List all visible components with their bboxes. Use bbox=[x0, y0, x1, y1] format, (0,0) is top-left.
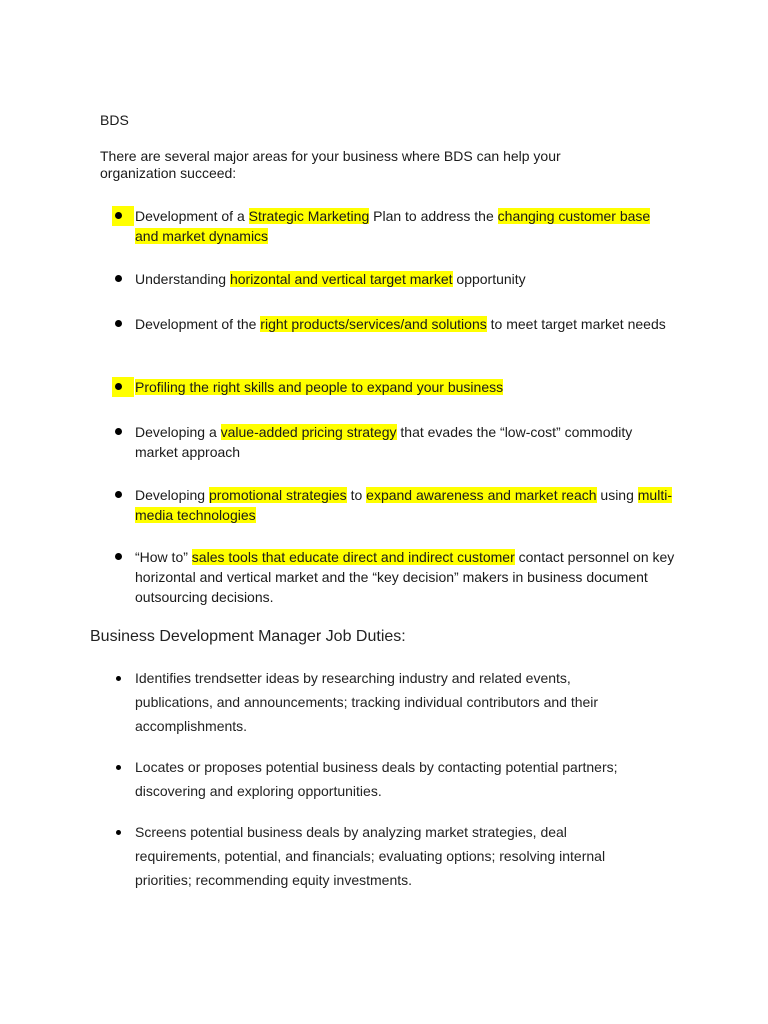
bds-bullet-text bbox=[135, 485, 675, 525]
text-segment: contact personnel on key horizontal and vertical market and the “key decision” makers in business document outsourcing decisions. bbox=[135, 549, 675, 605]
highlighted-segment: expand awareness and market reach bbox=[366, 487, 597, 503]
bullet-dot-icon bbox=[112, 314, 134, 334]
highlighted-segment: Strategic Marketing bbox=[248, 208, 370, 224]
text-segment: opportunity bbox=[452, 271, 526, 287]
text-segment: Development of a bbox=[135, 208, 249, 224]
bullet-dot-icon bbox=[116, 830, 121, 835]
bullet-dot-icon bbox=[112, 206, 134, 226]
highlighted-segment: right products/services/and solutions bbox=[260, 316, 487, 332]
bds-bullet-text bbox=[135, 422, 675, 462]
text-segment: to meet target market needs bbox=[486, 316, 666, 332]
highlighted-segment: promotional strategies bbox=[208, 487, 347, 503]
bds-bullet-text bbox=[135, 547, 675, 607]
bullet-dot-icon bbox=[116, 676, 121, 681]
bullet-dot-icon bbox=[112, 269, 134, 289]
section-heading: Business Development Manager Job Duties: bbox=[90, 628, 406, 645]
text-segment: to bbox=[346, 487, 367, 503]
text-segment: using bbox=[596, 487, 638, 503]
highlighted-segment: Profiling the right skills and people to expand your business bbox=[135, 379, 504, 395]
duty-text: Identifies trendsetter ideas by researching industry and related events, publications, and announcements; tracking individual contributors and their accomplishments. bbox=[135, 670, 599, 734]
highlighted-segment: multi-media technologies bbox=[135, 487, 672, 523]
bds-bullet-text bbox=[135, 377, 675, 397]
bds-bullet-text bbox=[135, 269, 675, 289]
highlighted-segment: value-added pricing strategy bbox=[220, 424, 397, 440]
highlighted-segment: horizontal and vertical target market bbox=[229, 271, 453, 287]
text-segment: Understanding bbox=[135, 271, 230, 287]
document-title: BDS bbox=[100, 112, 129, 128]
bullet-dot-icon bbox=[112, 377, 134, 397]
text-segment: that evades the “low-cost” commodity market approach bbox=[135, 424, 633, 460]
bullet-dot-icon bbox=[112, 547, 134, 567]
bullet-dot-icon bbox=[112, 485, 134, 505]
bds-bullet-text bbox=[135, 206, 675, 246]
bullet-dot-icon bbox=[112, 422, 134, 442]
intro-paragraph: There are several major areas for your business where BDS can help your organization succeed: bbox=[100, 148, 561, 181]
text-segment: Developing a bbox=[135, 424, 221, 440]
highlighted-segment: sales tools that educate direct and indirect customer bbox=[191, 549, 515, 565]
text-segment: Plan to address the bbox=[369, 208, 498, 224]
duty-text: Screens potential business deals by analyzing market strategies, deal requirements, potential, and financials; evaluating options; resolving internal priorities; recommending equity investments. bbox=[135, 824, 606, 888]
highlighted-segment: changing customer base and market dynamics bbox=[135, 208, 651, 244]
text-segment: “How to” bbox=[135, 549, 192, 565]
bds-bullet-text bbox=[135, 314, 675, 334]
duty-text: Locates or proposes potential business deals by contacting potential partners; discovering and exploring opportunities. bbox=[135, 759, 618, 799]
bullet-dot-icon bbox=[116, 765, 121, 770]
text-segment: Developing bbox=[135, 487, 209, 503]
text-segment: Development of the bbox=[135, 316, 261, 332]
